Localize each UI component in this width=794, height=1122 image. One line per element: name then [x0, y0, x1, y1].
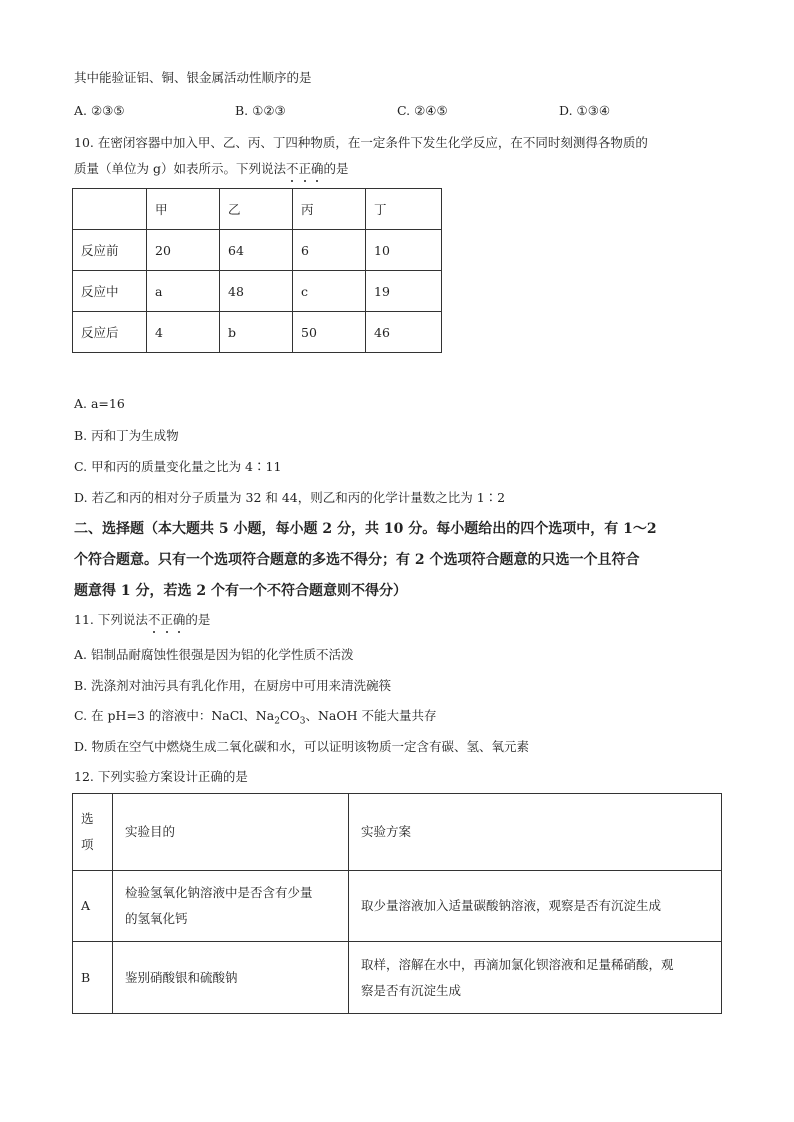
q9-stem-tail: 其中能验证铝、铜、银金属活动性顺序的是 [74, 70, 312, 85]
table-cell: 50 [293, 312, 366, 353]
table-cell: 20 [147, 230, 220, 271]
cell-line: 检验氢氧化钠溶液中是否含有少量 [125, 885, 313, 900]
table-header-cell: 实验目的 [113, 794, 349, 871]
q12-experiment-table [72, 793, 722, 1014]
q11-option-a: A. 铝制品耐腐蚀性很强是因为铝的化学性质不活泼 [74, 647, 354, 662]
table-cell: 6 [293, 230, 366, 271]
header-option-char: 项 [81, 837, 94, 852]
cell-line: 的氢氧化钙 [125, 911, 188, 926]
table-cell: a [147, 271, 220, 312]
q11-option-c [74, 706, 436, 727]
option-text: C. 在 pH=3 的溶液中：NaCl、Na [74, 708, 275, 723]
emphasis-char: 正 [298, 161, 312, 176]
emphasis-char: 确 [311, 161, 324, 176]
q10-stem-line1: 10. 在密闭容器中加入甲、乙、丙、丁四种物质，在一定条件下发生化学反应，在不同时刻测得各物质的 [74, 135, 648, 150]
table-cell [349, 871, 722, 942]
q9-option-a: A. ②③⑤ [74, 103, 125, 118]
q11-option-b: B. 洗涤剂对油污具有乳化作用，在厨房中可用来清洗碗筷 [74, 678, 392, 693]
q10-stem-line2 [74, 159, 349, 177]
q10-option-d: D. 若乙和丙的相对分子质量为 32 和 44，则乙和丙的化学计量数之比为 1∶2 [74, 490, 506, 505]
q10-mass-table [72, 188, 442, 353]
subscript: 2 [274, 716, 280, 727]
table-header-cell: 丁 [366, 189, 442, 230]
emphasis-char: 确 [172, 612, 186, 627]
table-cell: 反应中 [73, 271, 147, 312]
q11-stem-text: 11. 下列说法 [74, 612, 148, 627]
table-cell: B [73, 942, 113, 1014]
q11-stem-text-end: 的是 [185, 612, 211, 627]
table-header-row [73, 794, 722, 871]
header-option-char: 选 [81, 811, 94, 826]
table-cell: 64 [220, 230, 293, 271]
emphasis-char: 不 [285, 161, 299, 176]
option-text: 、NaOH 不能大量共存 [305, 708, 437, 723]
cell-line: 取样，溶解在水中，再滴加氯化钡溶液和足量稀硝酸，观 [361, 956, 674, 972]
table-header-row [73, 189, 442, 230]
table-cell [113, 871, 349, 942]
q10-stem-text-end: 的是 [323, 161, 349, 176]
q11-stem [74, 610, 210, 628]
table-header-cell: 丙 [293, 189, 366, 230]
q10-option-c: C. 甲和丙的质量变化量之比为 4∶11 [74, 459, 282, 474]
table-cell: 19 [366, 271, 442, 312]
table-header-cell: 实验方案 [349, 794, 722, 871]
table-cell: A [73, 871, 113, 942]
emphasis-char: 不 [147, 612, 161, 627]
section-heading-line1: 二、选择题（本大题共 5 小题，每小题 2 分，共 10 分。每小题给出的四个选项中，有 1～2 [74, 521, 657, 537]
q10-stem-text: 质量（单位为 g）如表所示。下列说法 [74, 161, 286, 176]
subscript: 3 [299, 716, 306, 727]
table-cell [349, 942, 722, 1014]
section-heading-line2: 个符合题意。只有一个选项符合题意的多选不得分；有 2 个选项符合题意的只选一个且符合 [74, 552, 640, 568]
table-cell: 反应前 [73, 230, 147, 271]
cell-line: 鉴别硝酸银和硫酸钠 [125, 969, 238, 985]
table-row [73, 942, 722, 1014]
option-text: CO [279, 708, 300, 723]
table-cell: 10 [366, 230, 442, 271]
table-header-cell [73, 189, 147, 230]
table-cell: b [220, 312, 293, 353]
emphasis-char: 正 [160, 612, 173, 627]
table-cell: 4 [147, 312, 220, 353]
table-row [73, 871, 722, 942]
q9-option-b: B. ①②③ [235, 103, 286, 118]
cell-line: 取少量溶液加入适量碳酸钠溶液，观察是否有沉淀生成 [361, 898, 662, 913]
table-cell: c [293, 271, 366, 312]
table-header-cell: 乙 [220, 189, 293, 230]
q9-option-d: D. ①③④ [559, 103, 611, 118]
table-cell: 48 [220, 271, 293, 312]
q10-option-b: B. 丙和丁为生成物 [74, 428, 179, 443]
table-cell: 46 [366, 312, 442, 353]
q11-option-d: D. 物质在空气中燃烧生成二氧化碳和水，可以证明该物质一定含有碳、氢、氧元素 [74, 739, 530, 754]
q12-stem: 12. 下列实验方案设计正确的是 [74, 769, 248, 784]
cell-line: 察是否有沉淀生成 [361, 982, 462, 998]
table-header-cell: 甲 [147, 189, 220, 230]
table-cell [113, 942, 349, 1014]
table-row [73, 312, 442, 353]
q9-option-c: C. ②④⑤ [397, 103, 448, 118]
table-header-cell [73, 794, 113, 871]
table-row [73, 271, 442, 312]
table-row [73, 230, 442, 271]
table-cell: 反应后 [73, 312, 147, 353]
q10-option-a: A. a=16 [74, 396, 125, 411]
section-heading-line3: 题意得 1 分，若选 2 个有一个不符合题意则不得分） [74, 583, 407, 599]
